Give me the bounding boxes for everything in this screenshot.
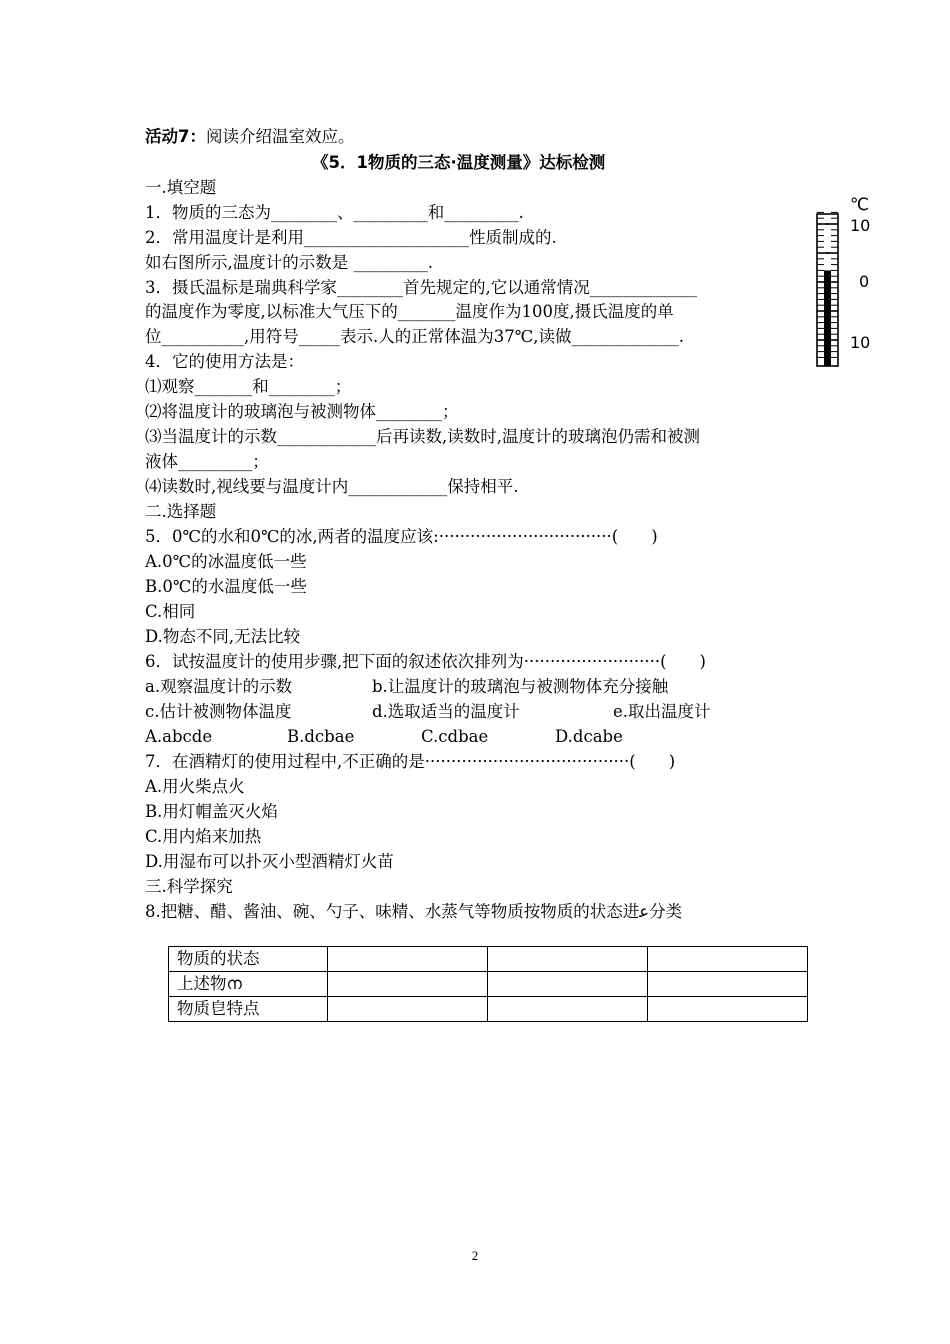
thermometer-liquid <box>824 270 831 366</box>
table-cell[interactable] <box>488 947 648 972</box>
question-3-line2: 的温度作为零度,以标准大气压下的_______温度作为100度,摄氏温度的单 <box>145 302 674 321</box>
activity-line <box>145 127 354 147</box>
activity-label: 活动7： <box>145 127 206 146</box>
table-cell[interactable] <box>648 997 808 1022</box>
question-6-step-b: b.让温度计的玻璃泡与被测物体充分接触 <box>372 677 669 696</box>
question-2: 2．常用温度计是利用____________________性质制成的. <box>145 228 557 247</box>
thermometer-label-top: 10 <box>850 216 871 235</box>
question-5: 5．0℃的水和0℃的冰,两者的温度应该:·································( ) <box>145 527 658 546</box>
row-header-state: 物质的状态 <box>169 947 328 972</box>
table-cell[interactable] <box>328 947 488 972</box>
table-row <box>169 972 808 997</box>
question-6-step-e: e.取出温度计 <box>613 702 711 721</box>
row-header-features: 物质皀特点 <box>169 997 328 1022</box>
thermometer-unit: ℃ <box>850 195 870 215</box>
question-6: 6．试按温度计的使用步骤,把下面的叙述依次排列为··························( ) <box>145 652 706 671</box>
question-6-step-d: d.选取适当的温度计 <box>372 702 520 721</box>
question-6-option-b: B.dcbae <box>287 727 355 746</box>
table-cell[interactable] <box>648 972 808 997</box>
question-2-reading: 如右图所示,温度计的示数是 _________. <box>145 253 433 272</box>
thermometer-label-bottom: 10 <box>850 333 871 352</box>
question-5-option-b: B.0℃的水温度低一些 <box>145 577 307 596</box>
thermometer-label-zero: 0 <box>859 272 870 291</box>
question-4-item3-cont: 液体_________； <box>145 452 269 471</box>
question-5-option-c: C.相同 <box>145 602 196 621</box>
section-inquiry: 三.科学探究 <box>145 877 233 896</box>
thermometer-figure <box>800 190 885 375</box>
question-8: 8.把糖、醋、酱油、碗、勺子、味精、水蒸气等物质按物质的状态进ﻋ分类 <box>145 902 683 921</box>
classification-table <box>168 946 808 1022</box>
table-row <box>169 947 808 972</box>
table-cell[interactable] <box>648 947 808 972</box>
table-cell[interactable] <box>488 972 648 997</box>
question-4: 4．它的使用方法是： <box>145 352 304 371</box>
question-6-option-c: C.cdbae <box>421 727 489 746</box>
table-cell[interactable] <box>328 997 488 1022</box>
question-6-option-a: A.abcde <box>145 727 213 746</box>
page-number: 2 <box>471 1248 479 1263</box>
question-6-step-a: a.观察温度计的示数 <box>145 677 293 696</box>
question-4-item3: ⑶当温度计的示数____________后再读数,读数时,温度计的玻璃泡仍需和被测 <box>145 427 700 446</box>
activity-text: 阅读介绍温室效应。 <box>205 127 355 146</box>
table-cell[interactable] <box>328 972 488 997</box>
table-row <box>169 997 808 1022</box>
question-7: 7．在酒精灯的使用过程中,不正确的是·······································( ) <box>145 752 676 771</box>
question-3-line3: 位__________,用符号_____表示.人的正常体温为37℃,读做_____________. <box>145 327 684 346</box>
page-title: 《5．1物质的三态·温度测量》达标检测 <box>312 153 606 172</box>
question-6-step-c: c.估计被测物体温度 <box>145 702 292 721</box>
question-3-line1: 3．摄氏温标是瑞典科学家________首先规定的,它以通常情况_____________ <box>145 278 697 297</box>
table-cell[interactable] <box>488 997 648 1022</box>
question-4-item2: ⑵将温度计的玻璃泡与被测物体________； <box>145 402 459 421</box>
question-7-option-c: C.用内焰来加热 <box>145 827 262 846</box>
question-5-option-a: A.0℃的冰温度低一些 <box>145 552 307 571</box>
row-header-substances: 上述物ന <box>169 972 328 997</box>
question-7-option-b: B.用灯帽盖灭火焰 <box>145 802 278 821</box>
section-choice: 二.选择题 <box>145 502 217 521</box>
question-4-item4: ⑷读数时,视线要与温度计内____________保持相平. <box>145 477 519 496</box>
question-6-option-d: D.dcabe <box>555 727 623 746</box>
section-fill-in: 一.填空题 <box>145 178 217 197</box>
question-7-option-d: D.用湿布可以扑灭小型酒精灯火苗 <box>145 852 394 871</box>
question-1: 1．物质的三态为________、_________和_________. <box>145 203 524 222</box>
question-7-option-a: A.用火柴点火 <box>145 777 245 796</box>
question-4-item1: ⑴观察_______和________； <box>145 377 352 396</box>
question-5-option-d: D.物态不同,无法比较 <box>145 627 301 646</box>
